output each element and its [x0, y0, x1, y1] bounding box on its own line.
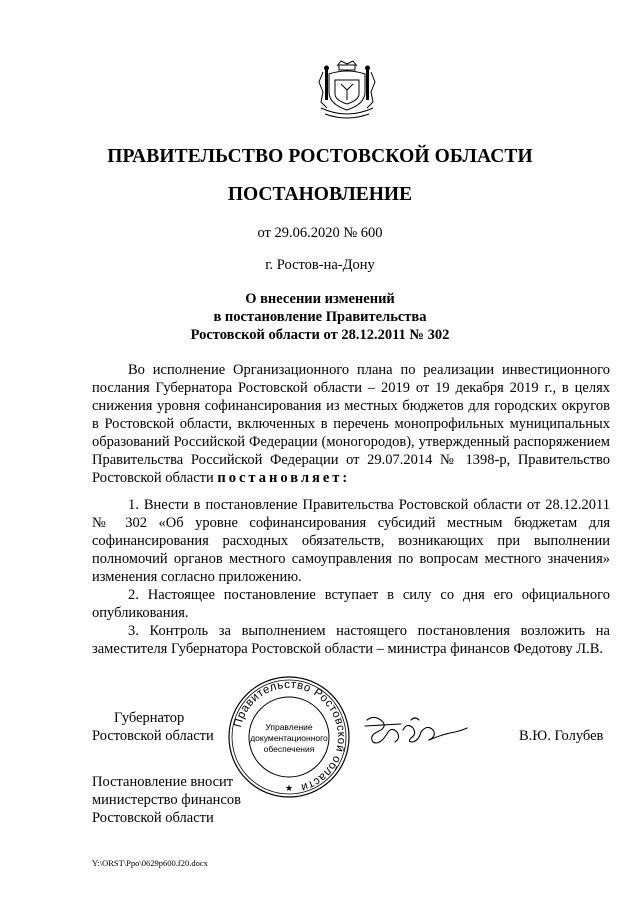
file-path: Y:\ORST\Ppo\0629p600.f20.docx — [92, 858, 208, 868]
resolution-item: 1. Внести в постановление Правительства Ростовской области от 28.12.2011 № 302 «Об уровне софинансирования субсидий местным бюджетам для софинансирования расходных обязательств, возникающих при выполнении полномочий органов местного самоуправления по вопросам местного значения» изменения согласно приложению. — [92, 497, 610, 585]
signatory-position: Губернатор — [114, 710, 185, 726]
signatory-position: Ростовской области — [92, 728, 214, 744]
resolution-item: 2. Настоящее постановление вступает в силу со дня его официального опубликования. — [92, 587, 610, 621]
official-stamp — [226, 674, 352, 800]
submitted-by-line: Ростовской области — [92, 810, 214, 826]
document-date-number: от 29.06.2020 № 600 — [257, 225, 383, 241]
stamp-inner-line: Управление — [265, 722, 313, 732]
preamble-text: Во исполнение Организационного плана по реализации инвестиционного послания Губернатора Ростовской области – 2019 от 19 декабря 2019 г., в целях снижения уровня софинансирования из местных бюджетов для городских округов в Ростовской области, включенных в перечень монопрофильных муниципальных образований Российской Федерации (моногородов), утвержденный распоряжением Правительства Российской Федерации от 29.07.2014 № 1398-р, Правительство Ростовской области — [92, 362, 610, 486]
submitted-by-line: Постановление вносит — [92, 774, 234, 790]
subject-line: в постановление Правительства — [213, 309, 427, 325]
government-title: ПРАВИТЕЛЬСТВО РОСТОВСКОЙ ОБЛАСТИ — [107, 146, 533, 167]
preamble — [92, 361, 610, 487]
subject-line: Ростовской области от 28.12.2011 № 302 — [190, 327, 450, 343]
stamp-star-icon: ★ — [284, 783, 294, 793]
preamble-paragraph — [92, 361, 610, 487]
subject-line: О внесении изменений — [245, 291, 395, 307]
document-type: ПОСТАНОВЛЕНИЕ — [227, 184, 413, 205]
stamp-inner-line: документационного — [250, 733, 328, 743]
submitted-by-line: министерство финансов — [92, 792, 241, 808]
handwritten-signature — [363, 712, 468, 750]
stamp-inner-line: обеспечения — [263, 744, 315, 754]
resolution-items — [92, 496, 610, 658]
stamp-outer-textpath: Правительство Ростовской области — [232, 678, 348, 794]
decree-word: постановляет: — [217, 470, 351, 486]
resolution-item: 3. Контроль за выполнением настоящего постановления возложить на заместителя Губернатора Ростовской области – министра финансов Федотову Л.В. — [92, 623, 610, 657]
coat-of-arms-icon — [315, 58, 379, 124]
signatory-name: В.Ю. Голубев — [519, 728, 604, 744]
document-city: г. Ростов-на-Дону — [265, 257, 375, 273]
